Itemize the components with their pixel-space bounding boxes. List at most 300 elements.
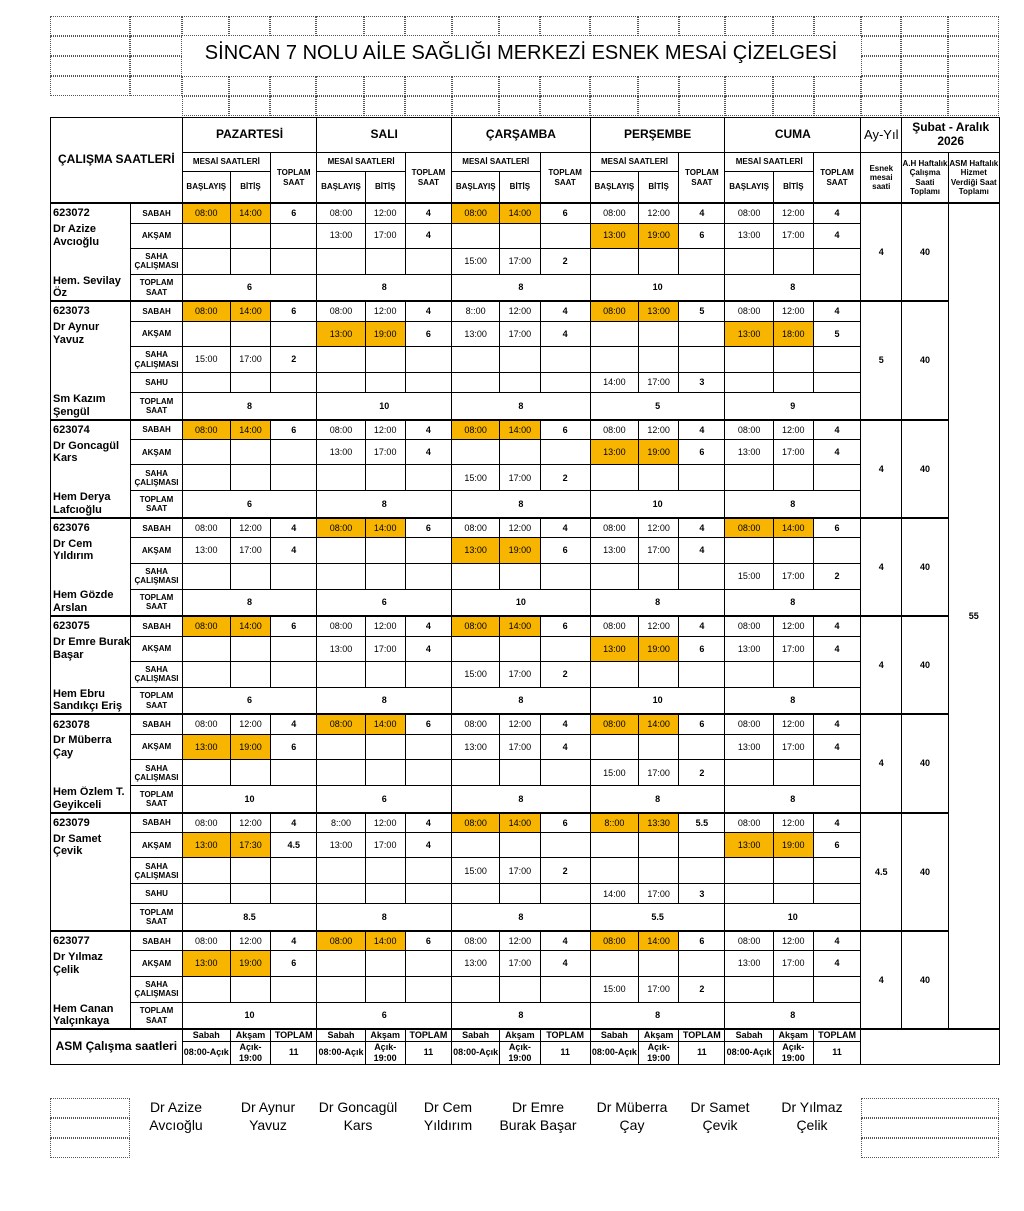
shift-hours	[679, 321, 725, 346]
shift-hours	[679, 951, 725, 976]
schedule-row	[51, 223, 1000, 248]
end-time	[773, 760, 813, 786]
person-cell	[51, 760, 131, 786]
schedule-row	[51, 538, 1000, 563]
person-cell: 623077	[51, 931, 131, 951]
shift-label: TOPLAM SAAT	[131, 1002, 182, 1029]
shift-hours: 6	[540, 203, 590, 223]
day-total: 6	[182, 491, 317, 518]
end-time: 19:00	[773, 833, 813, 858]
shift-hours: 4	[813, 951, 860, 976]
mesai-saatleri-header: MESAİ SAATLERİ	[590, 153, 678, 172]
end-time: 14:00	[500, 813, 540, 833]
end-time: 17:00	[773, 951, 813, 976]
esnek-value: 4.5	[861, 813, 902, 931]
start-time: 13:00	[725, 951, 773, 976]
shift-hours: 4	[813, 203, 860, 223]
day-total: 10	[317, 393, 452, 420]
end-time: 12:00	[365, 813, 405, 833]
shift-hours: 4	[813, 931, 860, 951]
end-time	[365, 563, 405, 589]
day-header: CUMA	[725, 118, 861, 153]
shift-hours: 4	[813, 420, 860, 440]
end-time	[500, 223, 540, 248]
start-time	[452, 563, 500, 589]
asm-hours-head: TOPLAM	[405, 1029, 451, 1041]
end-time	[500, 833, 540, 858]
end-time	[773, 373, 813, 393]
asm-hours-label: ASM Çalışma saatleri	[51, 1029, 183, 1064]
end-time: 17:00	[365, 636, 405, 661]
start-time: 15:00	[725, 563, 773, 589]
shift-hours: 6	[540, 538, 590, 563]
calisma-saatleri-header: ÇALIŞMA SAATLERİ	[51, 118, 183, 204]
end-time	[230, 223, 270, 248]
start-time	[725, 248, 773, 274]
shift-label: SAHU	[131, 373, 182, 393]
day-total: 8	[725, 786, 861, 813]
end-time: 17:00	[500, 858, 540, 884]
start-time: 13:00	[317, 833, 365, 858]
start-time	[590, 465, 638, 491]
shift-hours	[540, 223, 590, 248]
day-total: 6	[182, 687, 317, 714]
end-time: 17:30	[230, 833, 270, 858]
shift-hours: 6	[405, 714, 451, 734]
start-time	[452, 636, 500, 661]
day-total: 9	[725, 393, 861, 420]
end-time: 14:00	[500, 203, 540, 223]
schedule-row	[51, 976, 1000, 1002]
shift-hours: 4	[813, 734, 860, 759]
shift-hours	[271, 661, 317, 687]
end-time	[230, 858, 270, 884]
shift-hours: 4	[813, 714, 860, 734]
shift-hours: 4	[405, 223, 451, 248]
asm-hours-value: Açık-19:00	[500, 1041, 540, 1064]
start-time: 13:00	[317, 636, 365, 661]
shift-hours	[540, 884, 590, 904]
end-time: 12:00	[230, 813, 270, 833]
shift-hours: 4	[271, 931, 317, 951]
shift-hours	[271, 373, 317, 393]
day-header: SALI	[317, 118, 452, 153]
start-time: 08:00	[452, 931, 500, 951]
shift-hours	[271, 884, 317, 904]
start-time: 8::00	[452, 301, 500, 321]
end-time: 14:00	[639, 714, 679, 734]
start-time	[317, 884, 365, 904]
esnek-value: 4	[861, 714, 902, 812]
person-cell	[51, 858, 131, 884]
start-time: 08:00	[182, 931, 230, 951]
shift-hours: 2	[540, 465, 590, 491]
end-time: 14:00	[365, 518, 405, 538]
person-cell: 623076	[51, 518, 131, 538]
day-header: PAZARTESİ	[182, 118, 317, 153]
start-time: 08:00	[317, 714, 365, 734]
start-time: 08:00	[182, 420, 230, 440]
start-time	[317, 347, 365, 373]
asm-hours-value: 08:00-Açık	[725, 1041, 773, 1064]
person-cell: 623078	[51, 714, 131, 734]
start-time: 08:00	[725, 301, 773, 321]
end-time: 12:00	[230, 518, 270, 538]
start-time	[725, 884, 773, 904]
ah-value: 40	[902, 301, 948, 419]
start-time	[590, 858, 638, 884]
shift-hours	[813, 248, 860, 274]
end-time	[365, 373, 405, 393]
start-time: 15:00	[182, 347, 230, 373]
ah-value: 40	[902, 813, 948, 931]
end-time: 12:00	[230, 714, 270, 734]
schedule-row	[51, 440, 1000, 465]
shift-hours: 6	[540, 813, 590, 833]
asm-hours-head: Sabah	[590, 1029, 638, 1041]
start-time: 08:00	[590, 616, 638, 636]
person-cell: Hem Gözde Arslan	[51, 589, 131, 616]
shift-label: AKŞAM	[131, 734, 182, 759]
start-time	[317, 661, 365, 687]
end-time: 14:00	[230, 301, 270, 321]
start-time	[452, 833, 500, 858]
end-time: 17:00	[773, 223, 813, 248]
bitis-header: BİTİŞ	[639, 172, 679, 204]
shift-hours	[813, 538, 860, 563]
shift-label: SAHU	[131, 884, 182, 904]
start-time: 08:00	[590, 301, 638, 321]
day-total: 8	[317, 274, 452, 301]
shift-label: TOPLAM SAAT	[131, 393, 182, 420]
day-total: 8	[725, 589, 861, 616]
end-time	[639, 465, 679, 491]
start-time	[725, 373, 773, 393]
shift-hours: 4	[540, 321, 590, 346]
end-time: 14:00	[500, 616, 540, 636]
start-time: 15:00	[452, 661, 500, 687]
start-time: 08:00	[317, 203, 365, 223]
end-time: 12:00	[773, 931, 813, 951]
day-total: 8	[182, 589, 317, 616]
end-time: 12:00	[500, 714, 540, 734]
shift-hours	[405, 661, 451, 687]
baslayis-header: BAŞLAYIŞ	[725, 172, 773, 204]
asm-hours-head: Sabah	[317, 1029, 365, 1041]
start-time: 08:00	[317, 420, 365, 440]
shift-label: AKŞAM	[131, 538, 182, 563]
end-time: 18:00	[773, 321, 813, 346]
schedule-row	[51, 636, 1000, 661]
shift-hours: 6	[271, 616, 317, 636]
shift-hours	[405, 373, 451, 393]
shift-hours	[813, 976, 860, 1002]
start-time: 08:00	[725, 616, 773, 636]
end-time	[639, 321, 679, 346]
end-time: 17:00	[773, 734, 813, 759]
end-time: 17:00	[500, 734, 540, 759]
start-time	[182, 884, 230, 904]
end-time: 17:00	[500, 661, 540, 687]
asm-hours-head: TOPLAM	[271, 1029, 317, 1041]
end-time: 14:00	[365, 714, 405, 734]
shift-label: SAHA ÇALIŞMASI	[131, 465, 182, 491]
start-time	[317, 760, 365, 786]
end-time	[639, 833, 679, 858]
end-time: 12:00	[500, 518, 540, 538]
shift-label: SAHA ÇALIŞMASI	[131, 760, 182, 786]
end-time: 14:00	[500, 420, 540, 440]
toplam-saat-header: TOPLAM SAAT	[405, 153, 451, 204]
shift-label: AKŞAM	[131, 951, 182, 976]
asm-haftalik-header: ASM Haftalık Hizmet Verdiği Saat Toplamı	[948, 153, 999, 204]
period-label: Şubat - Aralık 2026	[902, 118, 1000, 153]
end-time: 17:00	[639, 760, 679, 786]
end-time	[365, 538, 405, 563]
end-time	[365, 858, 405, 884]
end-time: 12:00	[230, 931, 270, 951]
day-total: 8	[725, 274, 861, 301]
end-time: 17:00	[773, 440, 813, 465]
ah-value: 40	[902, 420, 948, 518]
shift-label: SABAH	[131, 301, 182, 321]
empty-cell	[861, 1029, 1000, 1064]
start-time	[452, 884, 500, 904]
day-total: 8	[182, 393, 317, 420]
shift-hours: 4	[405, 813, 451, 833]
shift-hours: 2	[540, 248, 590, 274]
schedule-row	[51, 661, 1000, 687]
person-cell: Dr Emre Burak Başar	[51, 636, 131, 661]
end-time: 12:00	[639, 203, 679, 223]
end-time	[639, 734, 679, 759]
start-time: 13:00	[725, 734, 773, 759]
start-time	[182, 976, 230, 1002]
start-time	[590, 833, 638, 858]
schedule-row	[51, 321, 1000, 346]
end-time: 13:00	[639, 301, 679, 321]
end-time	[639, 563, 679, 589]
schedule-row	[51, 813, 1000, 833]
person-cell: 623072	[51, 203, 131, 223]
shift-hours	[405, 563, 451, 589]
ah-value: 40	[902, 616, 948, 714]
shift-hours	[405, 465, 451, 491]
day-total: 8	[452, 687, 591, 714]
shift-hours	[271, 223, 317, 248]
end-time: 12:00	[773, 714, 813, 734]
shift-hours	[405, 734, 451, 759]
person-cell	[51, 248, 131, 274]
baslayis-header: BAŞLAYIŞ	[590, 172, 638, 204]
shift-hours: 2	[271, 347, 317, 373]
shift-hours: 3	[679, 373, 725, 393]
asm-hours-head: Sabah	[182, 1029, 230, 1041]
person-cell: Dr Samet Çevik	[51, 833, 131, 858]
end-time: 12:00	[365, 301, 405, 321]
person-cell	[51, 373, 131, 393]
start-time	[182, 248, 230, 274]
end-time: 12:00	[365, 420, 405, 440]
shift-label: SABAH	[131, 931, 182, 951]
end-time: 17:00	[230, 538, 270, 563]
shift-hours: 4	[679, 518, 725, 538]
esnek-value: 4	[861, 931, 902, 1029]
start-time	[317, 373, 365, 393]
start-time	[725, 347, 773, 373]
shift-hours: 6	[405, 321, 451, 346]
asm-hours-head: Akşam	[230, 1029, 270, 1041]
schedule-row	[51, 347, 1000, 373]
shift-hours	[271, 563, 317, 589]
start-time: 08:00	[725, 420, 773, 440]
schedule-table	[50, 117, 1000, 1065]
shift-hours: 4	[271, 518, 317, 538]
shift-hours: 4	[813, 440, 860, 465]
shift-hours: 6	[813, 833, 860, 858]
day-total: 10	[590, 491, 725, 518]
shift-hours: 4	[405, 301, 451, 321]
day-total: 8	[317, 904, 452, 931]
end-time	[639, 858, 679, 884]
ah-value: 40	[902, 518, 948, 616]
person-cell: 623073	[51, 301, 131, 321]
esnek-header: Esnek mesai saati	[861, 153, 902, 204]
shift-hours	[679, 858, 725, 884]
start-time: 13:00	[452, 951, 500, 976]
shift-hours: 4	[813, 616, 860, 636]
day-total: 8	[452, 904, 591, 931]
shift-hours: 6	[679, 714, 725, 734]
start-time: 08:00	[452, 714, 500, 734]
start-time	[725, 760, 773, 786]
start-time	[452, 760, 500, 786]
schedule-row	[51, 734, 1000, 759]
person-cell: Sm Kazım Şengül	[51, 393, 131, 420]
schedule-row	[51, 833, 1000, 858]
shift-hours: 6	[271, 203, 317, 223]
shift-hours	[813, 347, 860, 373]
bitis-header: BİTİŞ	[773, 172, 813, 204]
asm-hours-head: Akşam	[500, 1029, 540, 1041]
end-time: 19:00	[500, 538, 540, 563]
person-cell: Dr Aynur Yavuz	[51, 321, 131, 346]
toplam-saat-header: TOPLAM SAAT	[679, 153, 725, 204]
asm-hours-value: 08:00-Açık	[590, 1041, 638, 1064]
shift-hours: 4	[540, 714, 590, 734]
shift-hours	[405, 884, 451, 904]
signature-name: Dr Cem Yıldırım	[423, 1099, 473, 1133]
end-time: 19:00	[230, 734, 270, 759]
start-time: 15:00	[590, 760, 638, 786]
shift-hours	[405, 347, 451, 373]
asm-hours-head: Sabah	[452, 1029, 500, 1041]
start-time: 08:00	[590, 714, 638, 734]
shift-label: TOPLAM SAAT	[131, 274, 182, 301]
start-time	[725, 538, 773, 563]
person-cell: Hem Derya Lafcıoğlu	[51, 491, 131, 518]
start-time: 08:00	[590, 420, 638, 440]
end-time: 17:00	[500, 321, 540, 346]
day-total: 10	[590, 687, 725, 714]
asm-hours-value: 08:00-Açık	[317, 1041, 365, 1064]
shift-hours	[540, 760, 590, 786]
asm-hours-value: 11	[679, 1041, 725, 1064]
end-time	[230, 661, 270, 687]
shift-hours	[813, 661, 860, 687]
asm-hours-head: TOPLAM	[813, 1029, 860, 1041]
asm-hours-head: Akşam	[365, 1029, 405, 1041]
end-time: 14:00	[773, 518, 813, 538]
toplam-saat-header: TOPLAM SAAT	[271, 153, 317, 204]
end-time	[365, 951, 405, 976]
start-time	[182, 321, 230, 346]
day-total: 10	[590, 274, 725, 301]
start-time: 13:00	[590, 223, 638, 248]
baslayis-header: BAŞLAYIŞ	[452, 172, 500, 204]
end-time: 17:00	[639, 976, 679, 1002]
schedule-row	[51, 301, 1000, 321]
end-time	[230, 760, 270, 786]
schedule-row	[51, 714, 1000, 734]
shift-hours: 6	[271, 420, 317, 440]
shift-hours: 4	[405, 440, 451, 465]
person-cell: Dr Goncagül Kars	[51, 440, 131, 465]
day-total: 8.5	[182, 904, 317, 931]
shift-hours	[271, 440, 317, 465]
shift-hours	[271, 976, 317, 1002]
shift-hours: 4	[813, 301, 860, 321]
ah-value: 40	[902, 203, 948, 301]
signature-name: Dr Müberra Çay	[596, 1099, 668, 1133]
shift-hours	[540, 636, 590, 661]
shift-hours: 6	[813, 518, 860, 538]
shift-hours: 2	[813, 563, 860, 589]
end-time: 17:00	[773, 563, 813, 589]
start-time	[182, 440, 230, 465]
shift-hours	[271, 248, 317, 274]
end-time	[773, 347, 813, 373]
asm-hours-head: TOPLAM	[540, 1029, 590, 1041]
person-cell: Dr Müberra Çay	[51, 734, 131, 759]
start-time: 15:00	[452, 248, 500, 274]
shift-hours	[271, 321, 317, 346]
end-time	[230, 884, 270, 904]
schedule-row	[51, 274, 1000, 301]
end-time: 12:00	[773, 301, 813, 321]
shift-hours: 3	[679, 884, 725, 904]
mesai-saatleri-header: MESAİ SAATLERİ	[182, 153, 270, 172]
shift-hours: 4	[271, 538, 317, 563]
shift-label: SABAH	[131, 420, 182, 440]
bitis-header: BİTİŞ	[230, 172, 270, 204]
start-time: 08:00	[317, 301, 365, 321]
day-total: 10	[725, 904, 861, 931]
start-time: 08:00	[452, 616, 500, 636]
end-time	[773, 884, 813, 904]
start-time: 15:00	[452, 465, 500, 491]
start-time	[182, 563, 230, 589]
shift-hours: 4	[540, 951, 590, 976]
person-cell: Dr Azize Avcıoğlu	[51, 223, 131, 248]
end-time: 12:00	[365, 203, 405, 223]
start-time: 13:00	[182, 833, 230, 858]
end-time: 17:00	[365, 833, 405, 858]
start-time	[182, 661, 230, 687]
start-time: 08:00	[182, 203, 230, 223]
end-time: 17:00	[500, 465, 540, 491]
end-time	[365, 976, 405, 1002]
